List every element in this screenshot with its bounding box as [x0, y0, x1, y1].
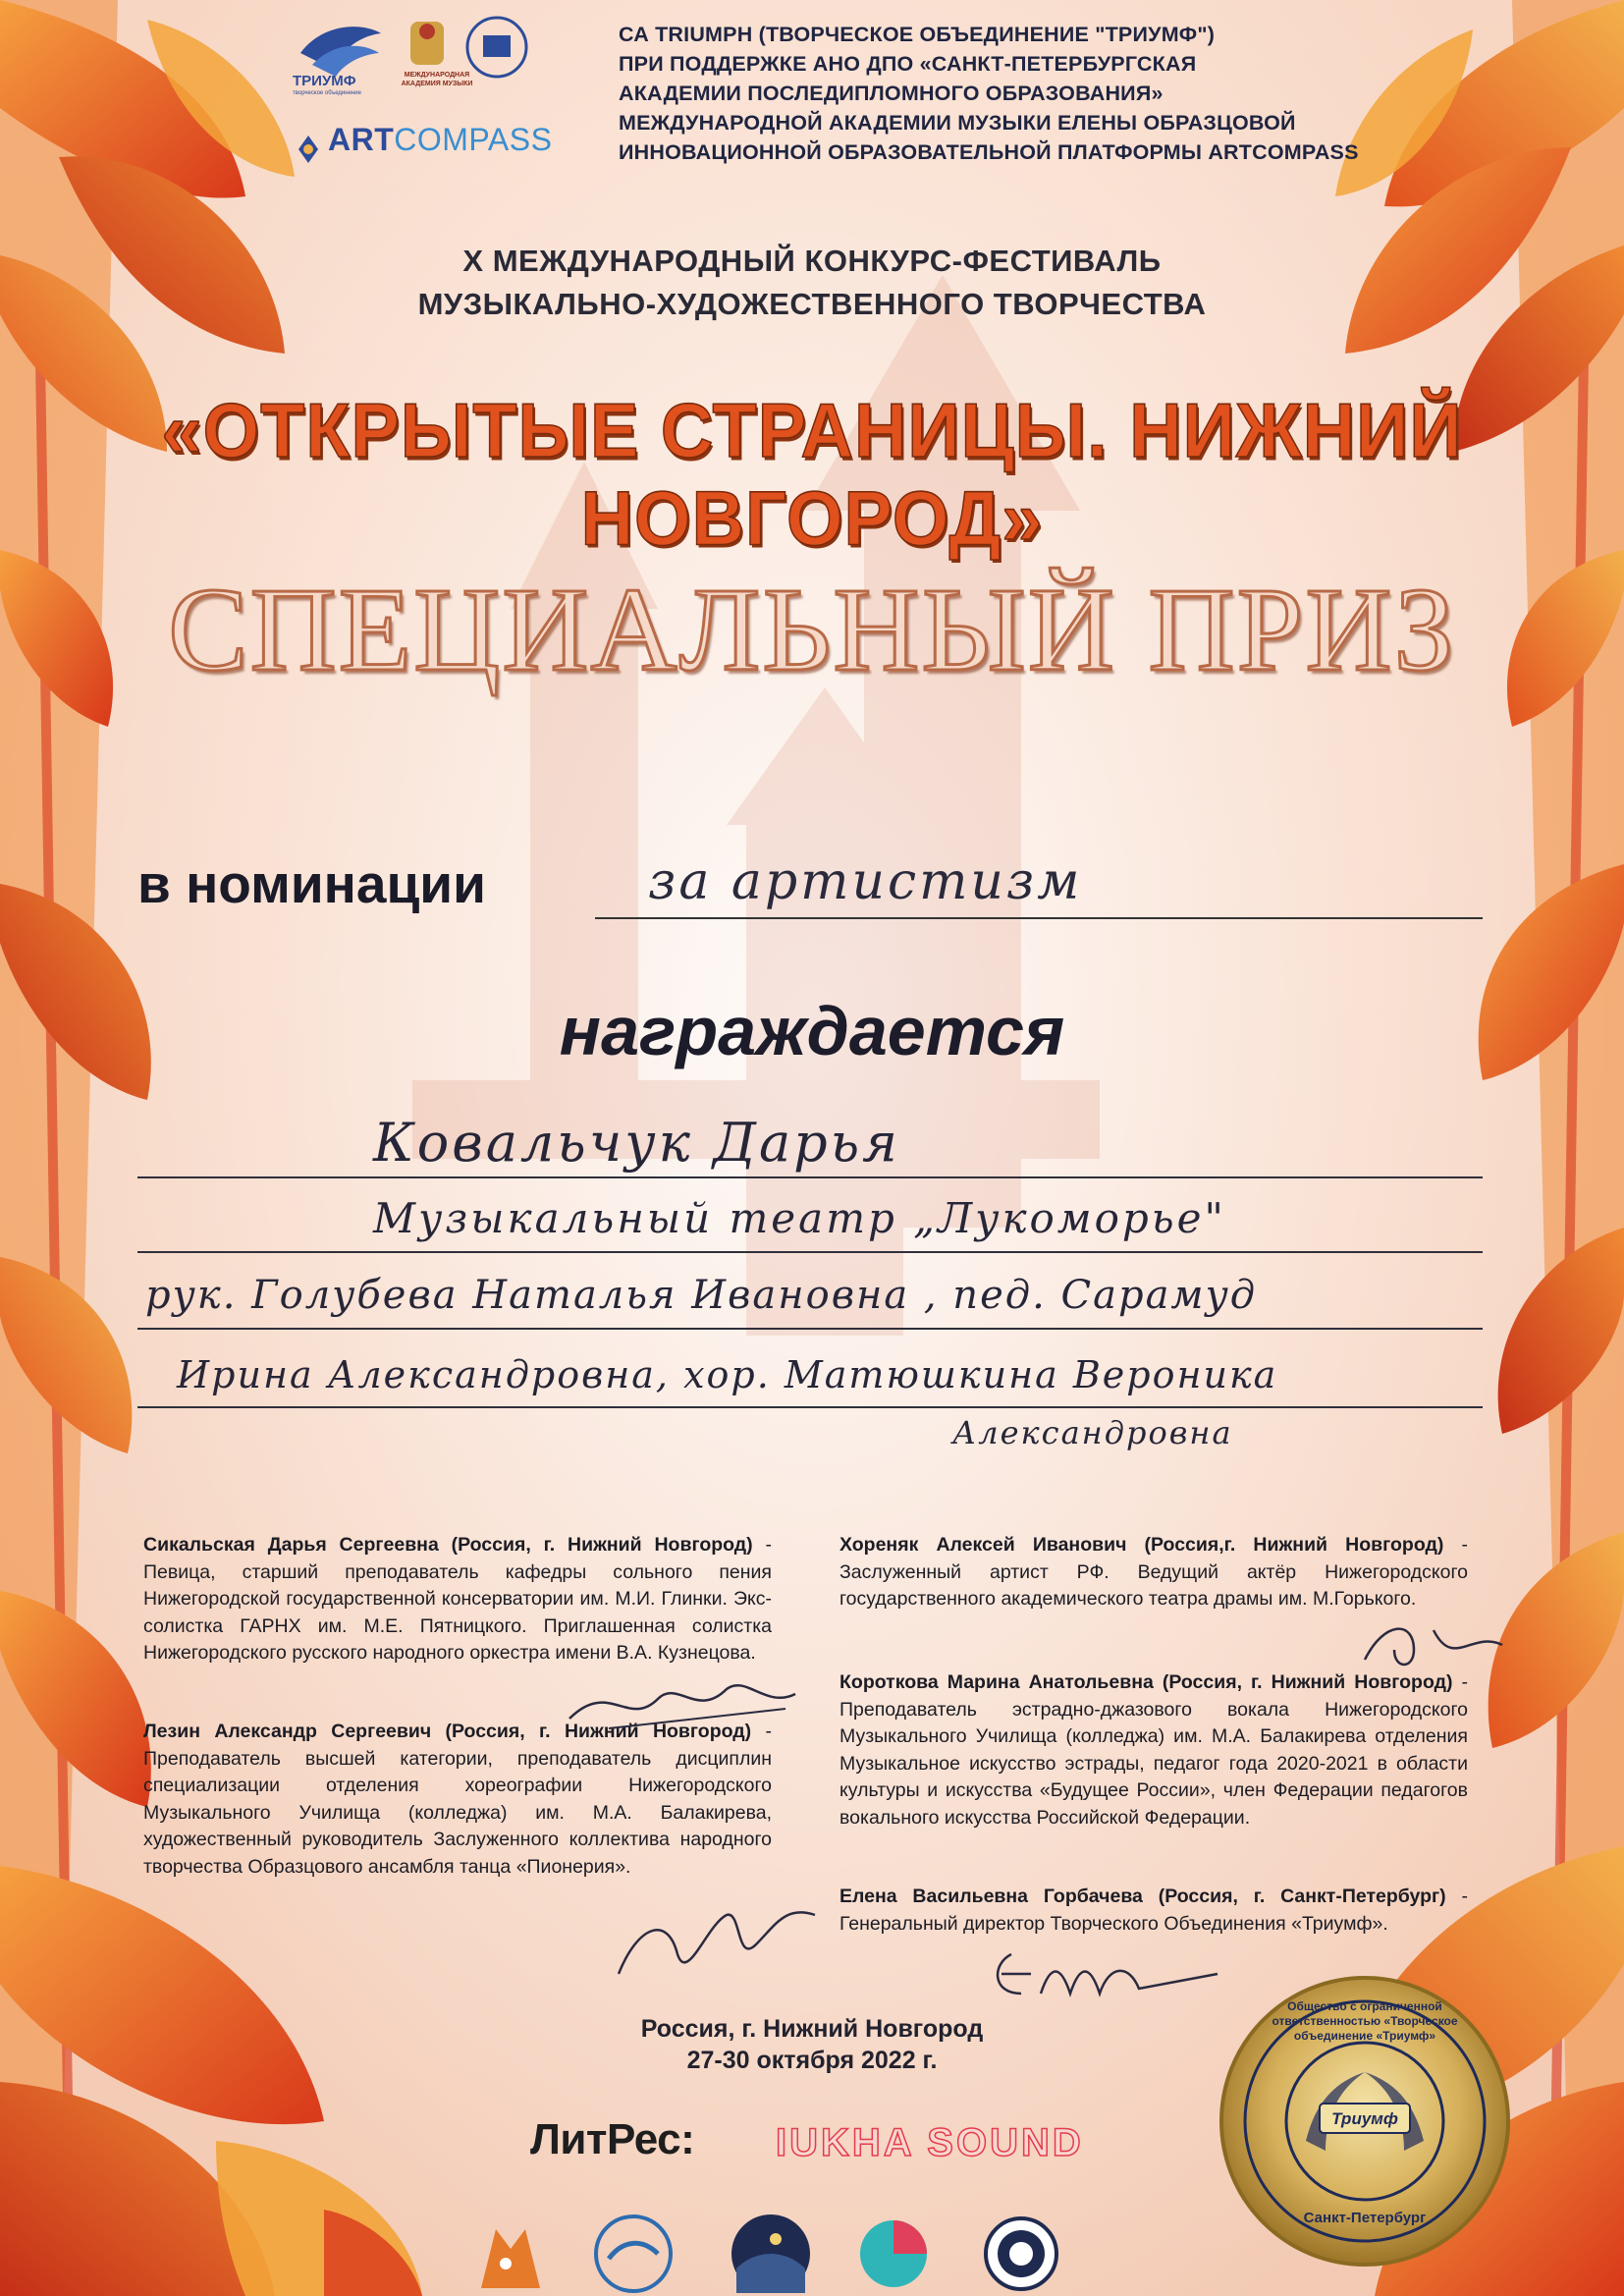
- fox-logo-icon: [481, 2229, 540, 2288]
- languages-logo-icon: [986, 2218, 1056, 2289]
- artcompass-logo: [328, 122, 552, 158]
- jury-name: Лезин Александр Сергеевич (Россия, г. Нижний Новгород): [143, 1721, 752, 1742]
- nomination-label: в номинации: [137, 853, 486, 914]
- recipient-leaders-2: Ирина Александровна, хор. Матюшкина Вероника: [177, 1353, 1278, 1396]
- event-dates: 27-30 октября 2022 г.: [686, 2047, 938, 2074]
- signature-lezin: [599, 1886, 844, 1994]
- jury-bio: - Генеральный директор Творческого Объединения «Триумф».: [839, 1886, 1468, 1935]
- organizer-line: АКАДЕМИИ ПОСЛЕДИПЛОМНОГО ОБРАЗОВАНИЯ»: [619, 82, 1164, 105]
- seal-city-text: Санкт-Петербург: [1303, 2210, 1427, 2226]
- festival-line-1: X МЕЖДУНАРОДНЫЙ КОНКУРС-ФЕСТИВАЛЬ: [462, 244, 1162, 278]
- artcompass-art: ART: [328, 122, 395, 157]
- sponsor-iukha-sound: IUKHA SOUND: [776, 2121, 1084, 2164]
- jury-member: [839, 1532, 1468, 1613]
- jury-bio: - Преподаватель эстрадно-джазового вокала Нижегородского Музыкального Училища (колледжа) им. М.А. Балакирева отделения Музыкальное искусство эстрады, педагог года 2020-2021 в области культуры и искусства «Будущее России», член Федерации педагогов вокального искусства Российской Федерации.: [839, 1671, 1468, 1829]
- organizer-line: ПРИ ПОДДЕРЖКЕ АНО ДПО «САНКТ-ПЕТЕРБУРГСКАЯ: [619, 52, 1197, 76]
- signature-khorenyak: [1355, 1611, 1532, 1689]
- event-location-date: [491, 2013, 1133, 2076]
- jury-bio: - Заслуженный артист РФ. Ведущий актёр Нижегородского государственного академического театра драмы им. М.Горького.: [839, 1534, 1468, 1610]
- awarded-heading: награждается: [559, 993, 1065, 1069]
- seal-ring-text: Общество с ограниченной ответственностью «Творческое объединение «Триумф»: [1272, 1999, 1458, 2043]
- recipient-name: Ковальчук Дарья: [373, 1112, 900, 1174]
- sphere-logo-icon: [860, 2220, 927, 2287]
- recipient-underline-4: [137, 1406, 1483, 1408]
- organizer-line: ИННОВАЦИОННОЙ ОБРАЗОВАТЕЛЬНОЙ ПЛАТФОРМЫ ARTCOMPASS: [619, 140, 1359, 164]
- triumph-logo-label: ТРИУМФ: [293, 73, 356, 89]
- seal-center-text: Триумф: [1331, 2109, 1398, 2128]
- jury-name: Елена Васильевна Горбачева (Россия, г. Санкт-Петербург): [839, 1886, 1446, 1907]
- night-sky-logo-icon: [731, 2214, 810, 2293]
- recipient-leaders-3: Александровна: [952, 1414, 1233, 1451]
- recipient-underline-2: [137, 1251, 1483, 1253]
- sponsor-litres: ЛитРес:: [530, 2115, 695, 2163]
- recipient-underline-3: [137, 1328, 1483, 1330]
- special-prize-heading: СПЕЦИАЛЬНЫЙ ПРИЗ: [168, 564, 1456, 696]
- jury-member: [839, 1669, 1468, 1831]
- jury-member: [839, 1884, 1468, 1938]
- jury-name: Сикальская Дарья Сергеевна (Россия, г. Нижний Новгород): [143, 1534, 753, 1556]
- academy-logo-label: МЕЖДУНАРОДНАЯ АКАДЕМИЯ МУЗЫКИ: [401, 72, 473, 87]
- organizers-text: [619, 20, 1365, 167]
- recipient-leaders-1: рук. Голубева Наталья Ивановна , пед. Сарамуд: [145, 1273, 1258, 1318]
- jury-bio: - Певица, старший преподаватель кафедры сольного пения Нижегородской государственной консерватории им. М.И. Глинки. Экс-солистка ГАРНХ им. М.Е. Пятницкого. Приглашенная солистка Нижегородского русского народного оркестра имени В.А. Кузнецова.: [143, 1534, 772, 1664]
- triumph-logo-sub: творческое объединение: [293, 90, 361, 96]
- organizer-line: СА TRIUMPH (ТВОРЧЕСКОЕ ОБЪЕДИНЕНИЕ "ТРИУМФ"): [619, 23, 1216, 46]
- jury-member: [143, 1532, 772, 1667]
- jury-name: Короткова Марина Анатольевна (Россия, г. Нижний Новгород): [839, 1671, 1453, 1693]
- nomination-value: за артистизм: [648, 852, 1083, 911]
- jury-name: Хореняк Алексей Иванович (Россия,г. Нижний Новгород): [839, 1534, 1444, 1556]
- recipient-underline-1: [137, 1176, 1483, 1178]
- festival-line-2: МУЗЫКАЛЬНО-ХУДОЖЕСТВЕННОГО ТВОРЧЕСТВА: [417, 287, 1207, 321]
- signature-gorbacheva: [982, 1935, 1237, 2013]
- festival-title: «ОТКРЫТЫЕ СТРАНИЦЫ. НИЖНИЙ НОВГОРОД»: [161, 387, 1463, 562]
- signature-sikalskaya: [550, 1660, 844, 1748]
- organizer-line: МЕЖДУНАРОДНОЙ АКАДЕМИИ МУЗЫКИ ЕЛЕНЫ ОБРАЗЦОВОЙ: [619, 111, 1296, 135]
- recipient-group: Музыкальный театр „Лукоморье": [373, 1194, 1226, 1242]
- artcompass-compass: COMPASS: [394, 122, 553, 157]
- nomination-underline: [595, 917, 1483, 919]
- event-location: Россия, г. Нижний Новгород: [640, 2015, 984, 2043]
- partner-logos-footer: [461, 2200, 1149, 2296]
- jury-bio: - Преподаватель высшей категории, преподаватель дисциплин специализации отделения хореографии Нижегородского Музыкального Училища (колледжа) им. М.А. Балакирева, художественный руководитель Заслуженного коллектива народного творчества Образцового ансамбля танца «Пионерия».: [143, 1721, 772, 1878]
- dolphins-logo-icon: [596, 2216, 671, 2291]
